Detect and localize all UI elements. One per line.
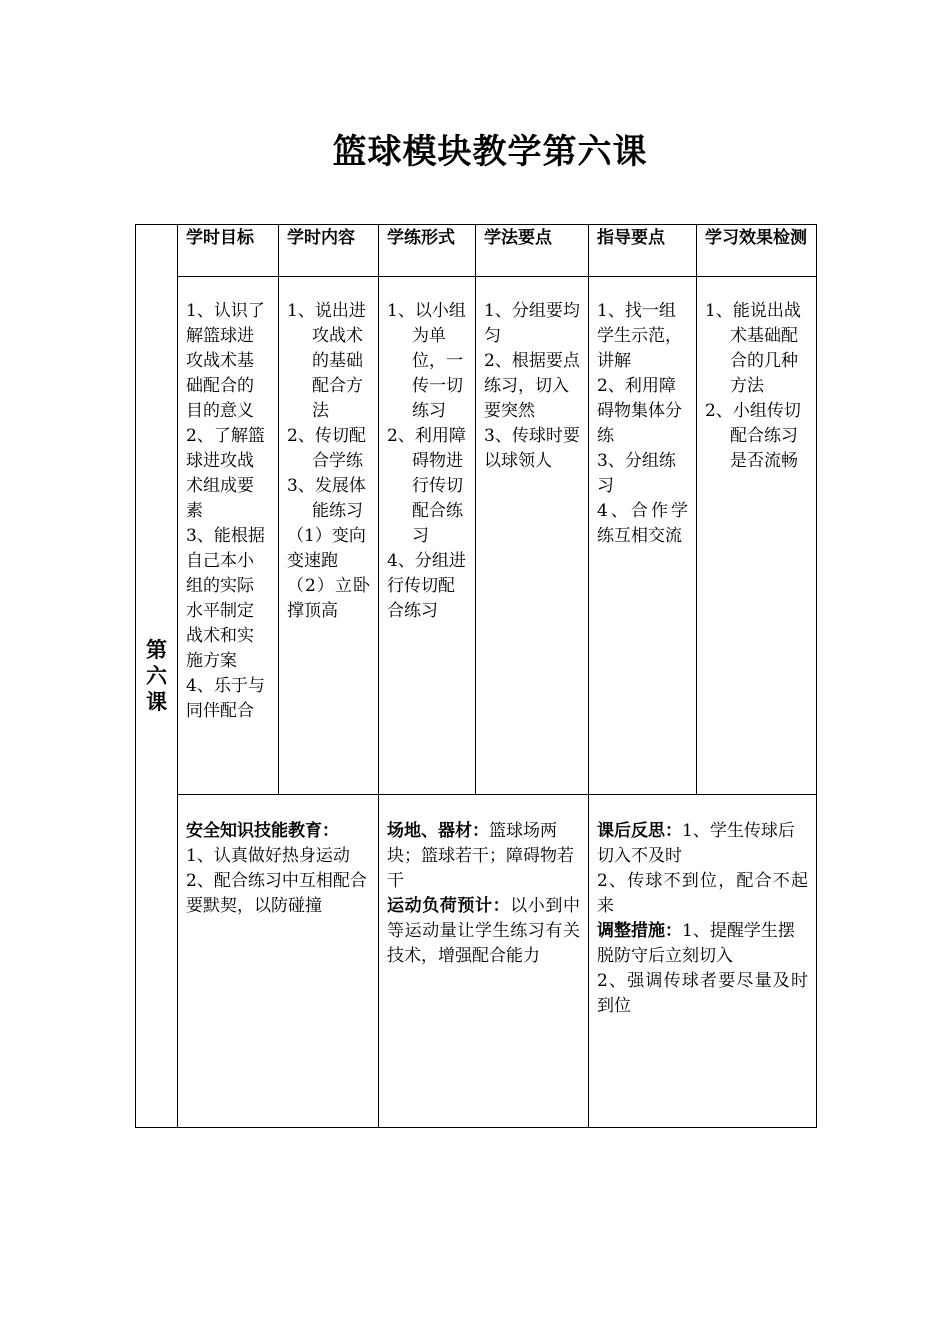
- lesson-label: [136, 225, 178, 1128]
- content-item: （1）变向变速跑: [287, 526, 366, 571]
- safety-cell: [178, 795, 379, 1128]
- method-point-item: 1、分组要均匀: [484, 301, 580, 346]
- content-row: [136, 277, 817, 795]
- assessment-item: 2、小组传切配合练习是否流畅: [705, 401, 801, 471]
- guidance-point-item: 1、找一组学生示范，讲解: [597, 301, 682, 371]
- lesson-label-char: 六: [146, 664, 167, 688]
- lesson-label-char: 课: [146, 690, 167, 714]
- guidance-point-item: 4、合作学练互相交流: [597, 501, 688, 546]
- header-method-points: 学法要点: [476, 225, 589, 277]
- assessment-cell: [697, 277, 817, 795]
- load-label: 运动负荷预计：: [387, 896, 511, 916]
- guidance-points-cell: [589, 277, 697, 795]
- reflection-label: 课后反思：: [597, 821, 682, 841]
- method-point-item: 2、根据要点练习，切入要突然: [484, 351, 580, 421]
- header-forms: 学练形式: [379, 225, 476, 277]
- venue-label: 场地、器材：: [387, 821, 489, 841]
- form-item: 2、利用障碍物进行传切配合练习: [387, 426, 466, 546]
- page-title: 篮球模块教学第六课: [332, 132, 648, 172]
- content-cell: [279, 277, 379, 795]
- adjust-label: 调整措施：: [597, 921, 682, 941]
- content-item: （2）立卧撑顶高: [287, 576, 370, 621]
- adjust-text: 2、强调传球者要尽量及时到位: [597, 971, 808, 1016]
- lesson-label-char: 第: [146, 638, 167, 662]
- form-item: 4、分组进行传切配合练习: [387, 551, 466, 621]
- goal-item: 3、能根据自己本小组的实际水平制定战术和实施方案: [186, 526, 265, 671]
- header-goals: 学时目标: [178, 225, 279, 277]
- safety-label: 安全知识技能教育：: [186, 821, 339, 841]
- content-item: 3、发展体能练习: [287, 476, 366, 521]
- bottom-row: [136, 795, 817, 1128]
- safety-item: 1、认真做好热身运动: [186, 846, 350, 866]
- guidance-point-item: 3、分组练习: [597, 451, 676, 496]
- goal-item: 1、认识了解篮球进攻战术基础配合的目的意义: [186, 301, 265, 421]
- method-point-item: 3、传球时要以球领人: [484, 426, 580, 471]
- assessment-item: 1、能说出战术基础配合的几种方法: [705, 301, 801, 396]
- header-assessment: 学习效果检测: [697, 225, 817, 277]
- method-points-cell: [476, 277, 589, 795]
- goal-item: 2、了解篮球进攻战术组成要素: [186, 426, 265, 521]
- reflection-cell: [589, 795, 817, 1128]
- goal-item: 4、乐于与同伴配合: [186, 676, 265, 721]
- venue-load-cell: [379, 795, 589, 1128]
- load-text: 以小到中等运动量让学生练习有关技术，增强配合能力: [387, 896, 581, 966]
- adjust-text: 1、提醒学生摆脱防守后立刻切入: [597, 921, 795, 966]
- header-row: [136, 225, 817, 277]
- goals-cell: [178, 277, 279, 795]
- reflection-text: 2、传球不到位，配合不起来: [597, 871, 808, 916]
- reflection-text: 1、学生传球后切入不及时: [597, 821, 795, 866]
- safety-item: 2、配合练习中互相配合要默契，以防碰撞: [186, 871, 367, 916]
- venue-text: 篮球场两块；篮球若干；障碍物若干: [387, 821, 574, 891]
- guidance-point-item: 2、利用障碍物集体分练: [597, 376, 682, 446]
- form-item: 1、以小组为单位，一传一切练习: [387, 301, 466, 421]
- content-item: 1、说出进攻战术的基础配合方法: [287, 301, 366, 421]
- header-content: 学时内容: [279, 225, 379, 277]
- header-guidance-points: 指导要点: [589, 225, 697, 277]
- content-item: 2、传切配合学练: [287, 426, 366, 471]
- forms-cell: [379, 277, 476, 795]
- lesson-plan-table: [135, 224, 817, 1128]
